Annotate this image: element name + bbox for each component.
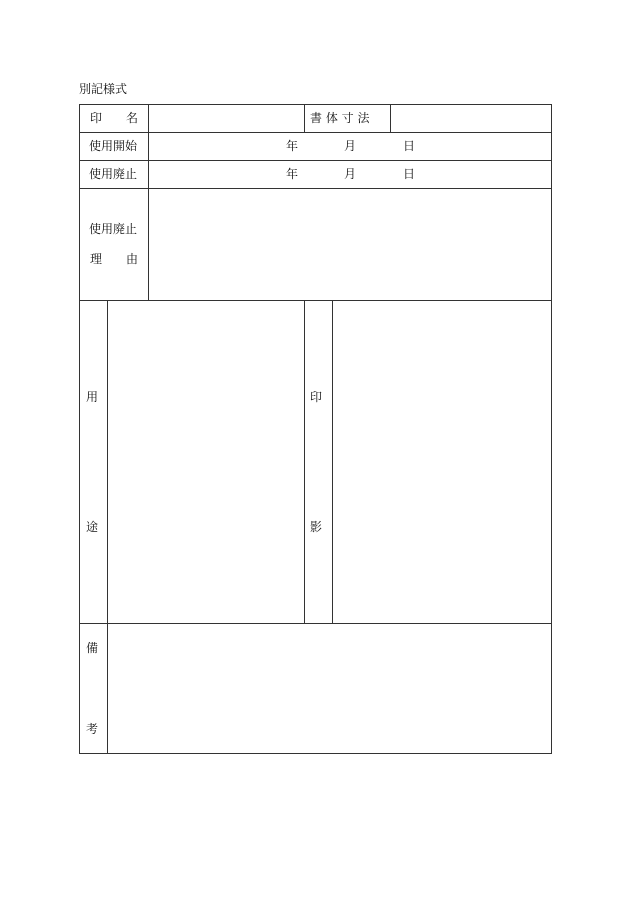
remarks-label-char1: 備	[86, 641, 99, 655]
row-divider	[79, 188, 552, 189]
reason-label-line2: 理 由	[90, 252, 139, 266]
end-use-label: 使用廃止	[89, 167, 138, 181]
start-year-unit: 年	[286, 139, 299, 153]
reason-label-line1: 使用廃止	[89, 222, 138, 236]
font-size-label: 書 体 寸 法	[310, 111, 370, 125]
end-year-unit: 年	[286, 167, 299, 181]
row-divider	[79, 300, 552, 301]
row-divider	[79, 623, 552, 624]
purpose-label-char2: 途	[86, 520, 99, 534]
seal-impression-label-char2: 影	[310, 520, 323, 534]
start-day-unit: 日	[403, 139, 416, 153]
reason-field[interactable]	[150, 190, 550, 298]
seal-label-divider-right	[332, 300, 333, 623]
end-month-unit: 月	[344, 167, 357, 181]
font-size-field[interactable]	[392, 106, 550, 130]
end-day-unit: 日	[403, 167, 416, 181]
form-heading: 別記様式	[79, 82, 128, 96]
seal-label-divider-left	[304, 300, 305, 623]
row-divider	[79, 132, 552, 133]
size-label-divider-left	[304, 104, 305, 132]
seal-impression-area[interactable]	[334, 302, 550, 621]
seal-name-label: 印 名	[90, 111, 139, 125]
purpose-field[interactable]	[109, 302, 302, 621]
purpose-label-char1: 用	[86, 390, 99, 404]
size-label-divider-right	[390, 104, 391, 132]
remarks-field[interactable]	[109, 625, 550, 752]
label-column-divider	[148, 104, 149, 300]
remarks-label-char2: 考	[86, 722, 99, 736]
start-use-label: 使用開始	[89, 139, 138, 153]
start-month-unit: 月	[344, 139, 357, 153]
seal-impression-label-char1: 印	[310, 390, 323, 404]
seal-name-field[interactable]	[150, 106, 302, 130]
row-divider	[79, 160, 552, 161]
purpose-label-divider	[107, 300, 108, 754]
